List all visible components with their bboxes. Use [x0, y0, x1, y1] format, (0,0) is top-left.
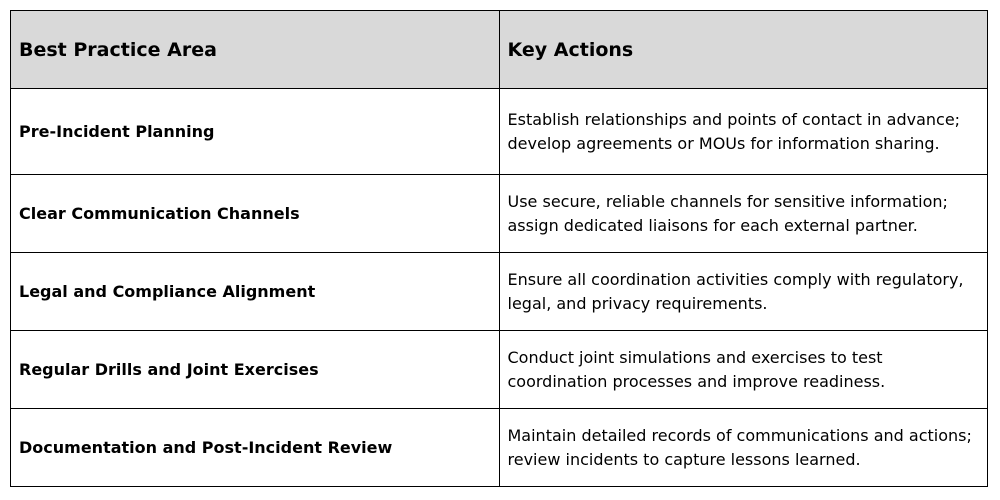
actions-text: Establish relationships and points of contact in advance; develop agreements or MOUs for information sharing.: [507, 109, 961, 153]
area-cell: [11, 409, 500, 486]
header-cell-area: [11, 11, 500, 88]
area-cell: [11, 175, 500, 252]
area-label: Legal and Compliance Alignment: [19, 282, 316, 301]
table-row: [11, 88, 987, 174]
actions-cell: [500, 89, 988, 174]
area-label: Documentation and Post-Incident Review: [19, 438, 393, 457]
actions-cell: [500, 331, 988, 408]
table-row: [11, 330, 987, 408]
area-label: Pre-Incident Planning: [19, 122, 215, 141]
area-cell: [11, 89, 500, 174]
table-header-row: [11, 11, 987, 88]
area-cell: [11, 253, 500, 330]
header-actions-label: Key Actions: [507, 38, 634, 61]
table-row: [11, 408, 987, 486]
header-area-label: Best Practice Area: [19, 38, 217, 61]
area-label: Clear Communication Channels: [19, 204, 300, 223]
table-row: [11, 174, 987, 252]
area-label: Regular Drills and Joint Exercises: [19, 360, 319, 379]
area-cell: [11, 331, 500, 408]
actions-text: Use secure, reliable channels for sensitive information; assign dedicated liaisons for each external partner.: [507, 191, 948, 235]
actions-text: Ensure all coordination activities comply with regulatory, legal, and privacy requirements.: [507, 269, 964, 313]
actions-cell: [500, 253, 988, 330]
header-cell-actions: [500, 11, 988, 88]
table-row: [11, 252, 987, 330]
best-practices-table: [10, 10, 988, 487]
actions-text: Maintain detailed records of communications and actions; review incidents to capture lessons learned.: [507, 425, 972, 469]
actions-cell: [500, 175, 988, 252]
actions-text: Conduct joint simulations and exercises to test coordination processes and improve readiness.: [507, 347, 886, 391]
actions-cell: [500, 409, 988, 486]
